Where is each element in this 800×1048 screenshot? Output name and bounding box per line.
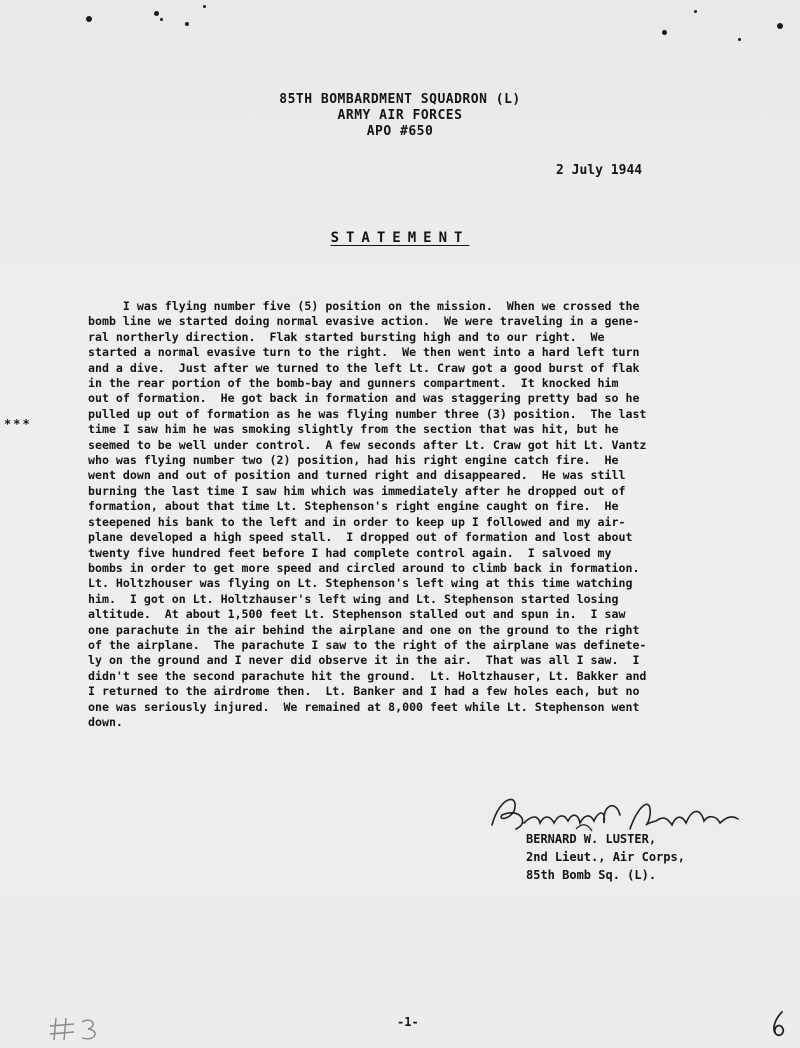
handwritten-annotation-right <box>768 1008 792 1038</box>
signer-rank: 2nd Lieut., Air Corps, <box>526 850 685 864</box>
statement-line: ral northerly direction. Flak started bursting high and to our right. We <box>88 329 605 344</box>
document-date: 2 July 1944 <box>556 163 643 178</box>
statement-line: time I saw him he was smoking slightly from the section that was hit, but he <box>88 422 619 437</box>
letterhead <box>250 92 550 140</box>
statement-line: I returned to the airdrome then. Lt. Banker and I had a few holes each, but no <box>88 684 640 699</box>
statement-line: ly on the ground and I never did observe it in the air. That was all I saw. I <box>88 653 640 668</box>
statement-line: altitude. At about 1,500 feet Lt. Stephenson stalled out and spun in. I saw <box>88 607 626 622</box>
scan-speck <box>154 11 159 16</box>
scan-speck <box>694 10 697 13</box>
scan-speck <box>203 5 206 8</box>
statement-line: formation, about that time Lt. Stephenson's right engine caught on fire. He <box>88 499 619 514</box>
statement-line: I was flying number five (5) position on the mission. When we crossed the <box>88 299 640 313</box>
statement-line: one parachute in the air behind the airplane and one on the ground to the right <box>88 622 640 637</box>
scan-speck <box>160 18 163 21</box>
statement-line: bomb line we started doing normal evasive action. We were traveling in a gene- <box>88 314 640 329</box>
statement-line: pulled up out of formation as he was flying number three (3) position. The last <box>88 406 647 421</box>
letterhead-unit: 85TH BOMBARDMENT SQUADRON (L) <box>279 92 521 107</box>
statement-line: steepened his bank to the left and in order to keep up I followed and my air- <box>88 514 626 529</box>
scan-speck <box>662 30 667 35</box>
document-title: STATEMENT <box>330 230 470 246</box>
scan-speck <box>777 23 783 29</box>
scan-speck <box>738 38 741 41</box>
margin-mark: *** <box>4 417 32 431</box>
signature-block <box>526 830 685 884</box>
statement-line: plane developed a high speed stall. I dropped out of formation and lost about <box>88 530 633 545</box>
page-number: -1- <box>397 1015 419 1029</box>
statement-line: one was seriously injured. We remained at 8,000 feet while Lt. Stephenson went <box>88 699 640 714</box>
statement-line: out of formation. He got back in formation and was staggering pretty bad so he <box>88 391 640 406</box>
statement-line: down. <box>88 714 123 729</box>
handwritten-annotation-left <box>46 1014 106 1044</box>
signer-unit: 85th Bomb Sq. (L). <box>526 868 657 882</box>
statement-line: twenty five hundred feet before I had complete control again. I salvoed my <box>88 545 612 560</box>
letterhead-service: ARMY AIR FORCES <box>337 108 463 123</box>
statement-line: and a dive. Just after we turned to the left Lt. Craw got a good burst of flak <box>88 360 640 375</box>
letterhead-apo: APO #650 <box>366 124 434 139</box>
statement-line: started a normal evasive turn to the right. We then went into a hard left turn <box>88 345 640 360</box>
statement-line: burning the last time I saw him which was immediately after he dropped out of <box>88 483 626 498</box>
statement-line: who was flying number two (2) position, had his right engine catch fire. He <box>88 453 619 468</box>
statement-line: didn't see the second parachute hit the ground. Lt. Holtzhauser, Lt. Bakker and <box>88 668 647 683</box>
scan-speck <box>185 22 189 26</box>
statement-body <box>88 299 768 730</box>
statement-line: in the rear portion of the bomb-bay and gunners compartment. It knocked him <box>88 376 619 391</box>
statement-line: bombs in order to get more speed and circled around to climb back in formation. <box>88 560 640 575</box>
signer-name: BERNARD W. LUSTER, <box>526 832 657 846</box>
scan-speck <box>86 16 92 22</box>
statement-line: of the airplane. The parachute I saw to the right of the airplane was definete- <box>88 637 647 652</box>
statement-line: seemed to be well under control. A few seconds after Lt. Craw got hit Lt. Vantz <box>88 437 647 452</box>
statement-line: went down and out of position and turned right and disappeared. He was still <box>88 468 626 483</box>
statement-line: him. I got on Lt. Holtzhauser's left wing and Lt. Stephenson started losing <box>88 591 619 606</box>
statement-line: Lt. Holtzhouser was flying on Lt. Stephenson's left wing at this time watching <box>88 576 633 591</box>
